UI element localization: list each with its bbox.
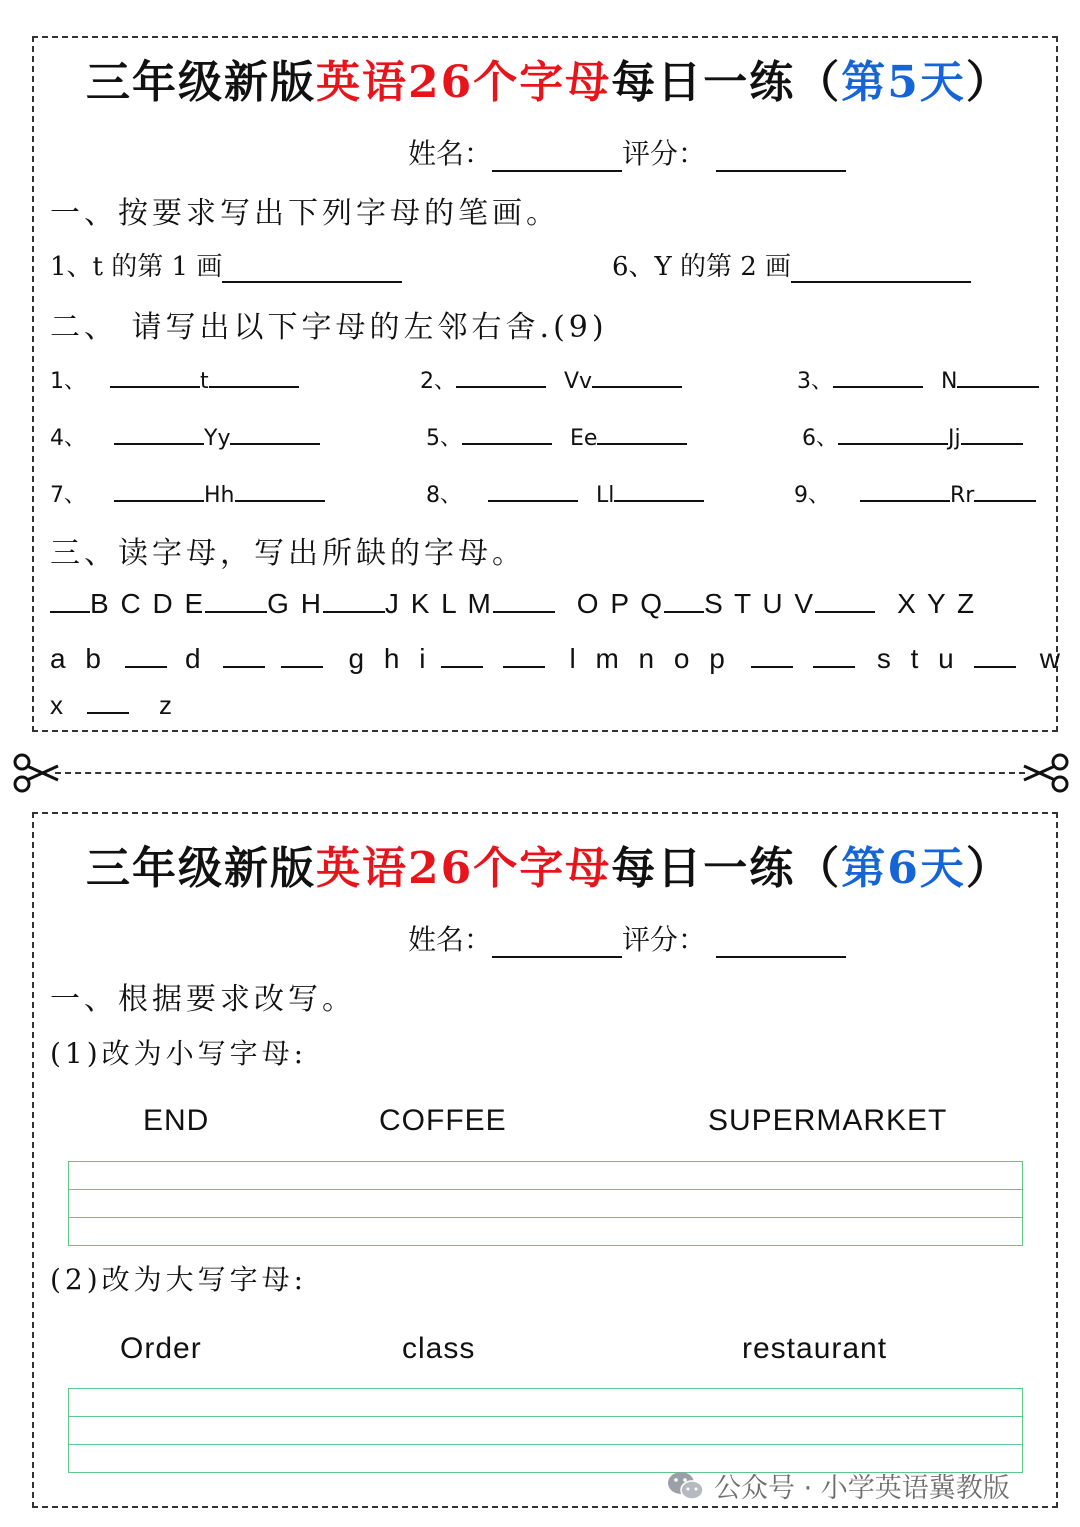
day5-q1: 1、t 的第 1 画 xyxy=(50,246,402,283)
day5-name-score xyxy=(408,132,846,172)
neighbor-item: 3、 N xyxy=(797,364,1039,395)
blank[interactable] xyxy=(488,500,578,502)
blank[interactable] xyxy=(815,611,875,613)
day5-q6: 6、Y 的第 2 画 xyxy=(612,246,971,283)
blank[interactable] xyxy=(223,666,265,668)
blank[interactable] xyxy=(441,666,483,668)
neighbor-item: 9、 Rr xyxy=(794,478,1036,509)
day6-part1-heading: (1)改为小写字母: xyxy=(50,1037,308,1070)
day5-section3-heading: 三、读字母，写出所缺的字母。 xyxy=(50,536,526,571)
scissors-icon xyxy=(1020,752,1070,794)
blank[interactable] xyxy=(974,666,1016,668)
blank[interactable] xyxy=(597,443,687,445)
q6-answer-line[interactable] xyxy=(791,253,971,283)
watermark: 公众号 · 小学英语冀教版 xyxy=(666,1466,1010,1505)
writing-lines[interactable] xyxy=(68,1388,1023,1473)
neighbor-item: 1、 t xyxy=(50,364,299,395)
name-field[interactable] xyxy=(492,928,622,958)
name-label: 姓名： xyxy=(408,923,493,956)
blank[interactable] xyxy=(87,712,129,714)
neighbor-item: 5、 Ee xyxy=(426,421,687,452)
word-to-uppercase: Order xyxy=(120,1332,202,1365)
lowercase-alphabet-row-2: x z xyxy=(50,690,172,720)
word-to-uppercase: class xyxy=(402,1332,476,1365)
score-label: 评分： xyxy=(622,137,707,170)
blank[interactable] xyxy=(838,443,948,445)
neighbor-item: 2、 Vv xyxy=(420,364,682,395)
blank[interactable] xyxy=(503,666,545,668)
blank[interactable] xyxy=(813,666,855,668)
word-to-lowercase: SUPERMARKET xyxy=(708,1104,948,1137)
blank[interactable] xyxy=(751,666,793,668)
blank[interactable] xyxy=(961,443,1023,445)
lowercase-alphabet-row: a b d g h i l m n o p s t u w xyxy=(50,643,1066,674)
neighbor-item: 4、 Yy xyxy=(50,421,320,452)
day6-section1-heading: 一、根据要求改写。 xyxy=(50,982,356,1017)
wechat-icon xyxy=(666,1470,706,1502)
blank[interactable] xyxy=(230,443,320,445)
day6-title: 三年级新版英语26个字母每日一练（第6天） xyxy=(86,843,1012,894)
uppercase-alphabet-row: B C D E G H J K L M O P Q S T U V X Y Z xyxy=(50,588,976,620)
word-to-lowercase: COFFEE xyxy=(379,1104,507,1137)
day5-section1-heading: 一、按要求写出下列字母的笔画。 xyxy=(50,196,560,231)
neighbor-item: 7、 Hh xyxy=(50,478,325,509)
blank[interactable] xyxy=(125,666,167,668)
neighbor-item: 8、 Ll xyxy=(426,478,704,509)
score-field[interactable] xyxy=(716,142,846,172)
writing-lines[interactable] xyxy=(68,1161,1023,1246)
word-to-uppercase: restaurant xyxy=(742,1332,888,1365)
blank[interactable] xyxy=(209,386,299,388)
blank[interactable] xyxy=(110,386,200,388)
day6-name-score xyxy=(408,918,846,958)
blank[interactable] xyxy=(974,500,1036,502)
score-label: 评分： xyxy=(622,923,707,956)
word-to-lowercase: END xyxy=(143,1104,210,1137)
day6-part2-heading: (2)改为大写字母: xyxy=(50,1263,308,1296)
name-label: 姓名： xyxy=(408,137,493,170)
blank[interactable] xyxy=(456,386,546,388)
blank[interactable] xyxy=(114,500,204,502)
blank[interactable] xyxy=(281,666,323,668)
day5-section2-heading: 二、 请写出以下字母的左邻右舍.(9) xyxy=(50,310,608,345)
blank[interactable] xyxy=(614,500,704,502)
blank[interactable] xyxy=(592,386,682,388)
cut-line xyxy=(55,772,1025,774)
q1-answer-line[interactable] xyxy=(222,253,402,283)
blank[interactable] xyxy=(205,611,267,613)
score-field[interactable] xyxy=(716,928,846,958)
day5-title: 三年级新版英语26个字母每日一练（第5天） xyxy=(86,57,1012,108)
blank[interactable] xyxy=(114,443,204,445)
blank[interactable] xyxy=(833,386,923,388)
blank[interactable] xyxy=(50,611,90,613)
blank[interactable] xyxy=(235,500,325,502)
name-field[interactable] xyxy=(492,142,622,172)
blank[interactable] xyxy=(323,611,385,613)
blank[interactable] xyxy=(957,386,1039,388)
neighbor-item: 6、 Jj xyxy=(802,421,1023,452)
blank[interactable] xyxy=(462,443,552,445)
blank[interactable] xyxy=(493,611,555,613)
blank[interactable] xyxy=(860,500,950,502)
blank[interactable] xyxy=(664,611,704,613)
scissors-icon xyxy=(12,752,62,794)
